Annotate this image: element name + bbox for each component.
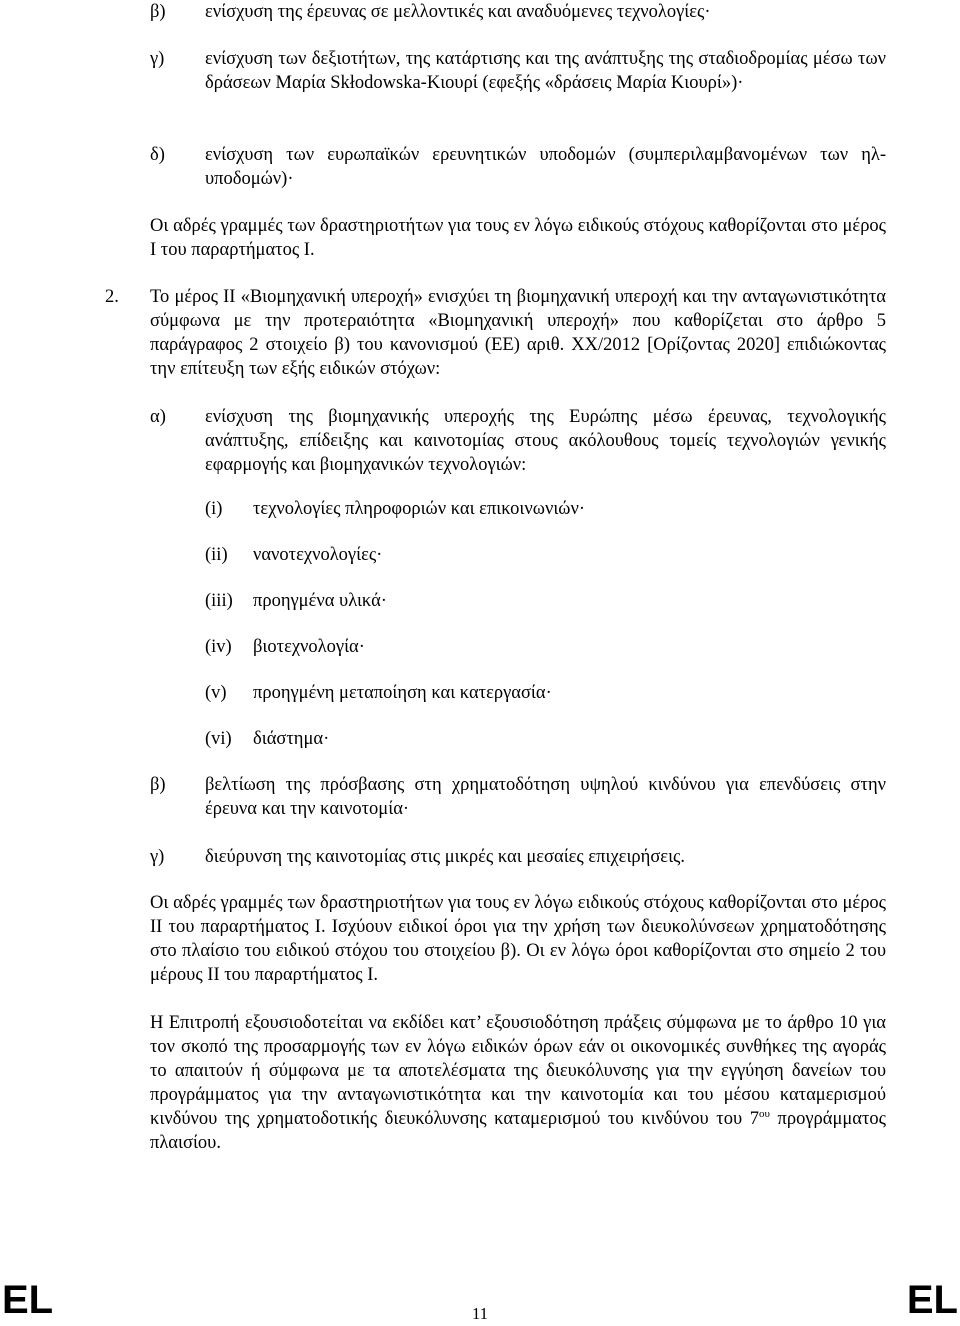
subitem-text: νανοτεχνολογίες· bbox=[253, 545, 383, 565]
item-c2-label: γ) bbox=[150, 847, 165, 867]
subitem-label: (iv) bbox=[205, 637, 232, 657]
item-b2-text: βελτίωση της πρόσβασης στη χρηματοδότηση υψηλού κινδύνου για επενδύσεις στην έρευνα και την καινοτομία· bbox=[205, 775, 886, 819]
item-b-text: ενίσχυση της έρευνας σε μελλοντικές και αναδυόμενες τεχνολογίες· bbox=[205, 2, 711, 22]
superscript-ordinal: ου bbox=[758, 1107, 770, 1120]
commission-text-before: Η Επιτροπή εξουσιοδοτείται να εκδίδει κατ’ εξουσιοδότηση πράξεις σύμφωνα με το άρθρο 10 για τον σκοπό της προσαρμογής των εν λόγω ειδικών όρων εάν οι οικονομικές συνθήκες της αγοράς το απαιτούν ή σύμφωνα με τα αποτελέσματα της διευκόλυνσης για την εγγύηση δανείων του προγράμματος για την ανταγωνιστικότητα και την καινοτομία και του μέσου καταμερισμού κινδύνου της χρηματοδοτικής διευκόλυνσης καταμερισμού του κινδύνου του 7 bbox=[150, 1013, 886, 1129]
subitem-label: (i) bbox=[205, 499, 223, 519]
subitem-label: (vi) bbox=[205, 729, 232, 749]
guidelines-paragraph-1: Οι αδρές γραμμές των δραστηριοτήτων για τους εν λόγω ειδικούς στόχους καθορίζονται στο μέρος I του παραρτήματος I. bbox=[150, 216, 886, 260]
item-c-label: γ) bbox=[150, 49, 165, 69]
page-number: 11 bbox=[471, 1304, 489, 1323]
item-d-label: δ) bbox=[150, 145, 165, 165]
subitem-label: (iii) bbox=[205, 591, 233, 611]
guidelines-paragraph-2: Οι αδρές γραμμές των δραστηριοτήτων για τους εν λόγω ειδικούς στόχους καθορίζονται στο μέρος II του παραρτήματος I. Ισχύουν ειδικοί όροι για την χρήση των διευκολύνσεων χρηματοδότησης στο πλαίσιο του ειδικού στόχου του στοιχείου β). Οι εν λόγω όροι καθορίζονται στο σημείο 2 του μέρους II του παραρτήματος I. bbox=[150, 893, 886, 985]
item-a-text: ενίσχυση της βιομηχανικής υπεροχής της Ευρώπης μέσω έρευνας, τεχνολογικής ανάπτυξης, επίδειξης και καινοτομίας στους ακόλουθους τομείς τεχνολογιών γενικής εφαρμογής και βιομηχανικών τεχνολογιών: bbox=[205, 407, 886, 475]
footer-language-right: EL bbox=[906, 1278, 958, 1322]
section-number: 2. bbox=[105, 287, 119, 307]
subitem-label: (ii) bbox=[205, 545, 228, 565]
item-d-text: ενίσχυση των ευρωπαϊκών ερευνητικών υποδομών (συμπεριλαμβανομένων των ηλ-υποδομών)· bbox=[205, 145, 886, 189]
subitem-text: διάστημα· bbox=[253, 729, 330, 749]
subitem-text: προηγμένα υλικά· bbox=[253, 591, 387, 611]
item-a-label: α) bbox=[150, 407, 166, 427]
subitem-text: τεχνολογίες πληροφοριών και επικοινωνιών· bbox=[253, 499, 585, 519]
subitem-text: βιοτεχνολογία· bbox=[253, 637, 365, 657]
subitem-label: (v) bbox=[205, 683, 227, 703]
item-b-label: β) bbox=[150, 2, 166, 22]
footer-language-left: EL bbox=[2, 1278, 54, 1322]
section-2-paragraph: Το μέρος II «Βιομηχανική υπεροχή» ενισχύει τη βιομηχανική υπεροχή και την ανταγωνιστικότητα σύμφωνα με την προτεραιότητα «Βιομηχανική υπεροχή» που καθορίζεται στο άρθρο 5 παράγραφος 2 στοιχείο β) του κανονισμού (ΕΕ) αριθ. XX/2012 [Ορίζοντας 2020] επιδιώκοντας την επίτευξη των εξής ειδικών στόχων: bbox=[150, 287, 886, 379]
commission-text-after: προγράμματος πλαισίου. bbox=[150, 1109, 886, 1153]
item-c2-text: διεύρυνση της καινοτομίας στις μικρές και μεσαίες επιχειρήσεις. bbox=[205, 847, 686, 867]
item-b2-label: β) bbox=[150, 775, 166, 795]
commission-paragraph bbox=[150, 1011, 886, 1155]
subitem-text: προηγμένη μεταποίηση και κατεργασία· bbox=[253, 683, 552, 703]
item-c-text: ενίσχυση των δεξιοτήτων, της κατάρτισης και της ανάπτυξης της σταδιοδρομίας μέσω των δράσεων Μαρία Skłodowska-Κιουρί (εφεξής «δράσεις Μαρία Κιουρί»)· bbox=[205, 49, 886, 93]
